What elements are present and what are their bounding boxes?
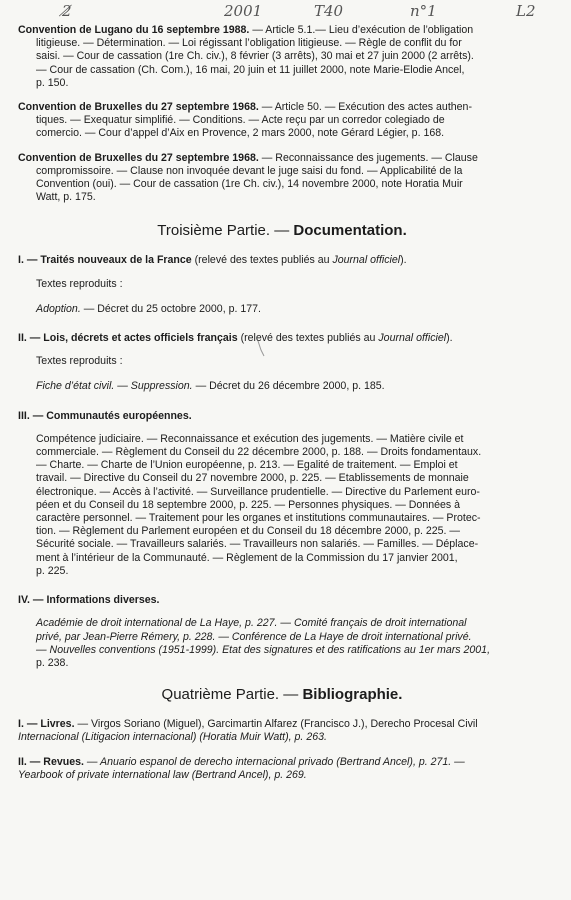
body-line: travail. — Directive du Conseil du 27 novembre 2000, p. 225. — Etablissements de monnaie — [36, 472, 469, 485]
section-note: (relevé des textes publiés au — [237, 332, 379, 345]
entry-title: Convention de Bruxelles du 27 septembre 1968. — [18, 151, 259, 164]
entry-text: — Cour de cassation (Ch. Com.), 16 mai, 20 juin et 11 juillet 2000, note Marie-Elodie Ancel, — [36, 63, 465, 76]
section-heading — [18, 332, 546, 345]
pencil-mark-icon — [256, 340, 266, 358]
part-prefix: Quatrième Partie. — — [161, 686, 303, 704]
body-line: — Nouvelles conventions (1951-1999). Etat des signatures et des ratifications au 1er mars 2001, — [36, 643, 491, 656]
bibliography-entry — [18, 756, 546, 782]
subheading: Textes reproduits : — [36, 355, 123, 368]
part-heading — [18, 686, 546, 704]
body-line: tion. — Règlement du Parlement européen et du Conseil du 18 décembre 2000, p. 225. — — [36, 525, 461, 538]
body-line: Sécurité sociale. — Travailleurs salariés. — Travailleurs non salariés. — Familles. — Déplace- — [36, 538, 479, 551]
handwritten-note: n°1 — [410, 2, 437, 20]
section-heading — [18, 594, 546, 607]
section-note-italic: Journal officiel — [378, 332, 447, 345]
item-title: Fiche d’état civil. — Suppression. — [36, 380, 193, 393]
case-entry — [18, 24, 546, 90]
body-line: électronique. — Accès à l’activité. — Surveillance prudentielle. — Directive du Parlement euro- — [36, 485, 480, 498]
section-title: I. — Traités nouveaux de la France — [18, 254, 192, 267]
entry-text: Watt, p. 175. — [36, 191, 96, 204]
case-entry — [18, 101, 546, 141]
section-title: IV. — Informations diverses. — [18, 594, 160, 607]
section-body — [36, 617, 546, 670]
handwritten-note: 2̸ — [62, 2, 72, 20]
document-page — [18, 24, 546, 793]
section-heading — [18, 410, 546, 423]
entry-text: litigieuse. — Détermination. — Loi régissant l’obligation litigieuse. — Règle de conflit du for — [36, 37, 462, 50]
body-line: caractère personnel. — Traitement pour les organes et institutions communautaires. — Protec- — [36, 512, 481, 525]
handwritten-note: L2 — [516, 2, 536, 20]
section-note: (relevé des textes publiés au — [191, 254, 333, 267]
bibliography-text: — Anuario espanol de derecho internacional privado (Bertrand Ancel), p. 271. — — [83, 755, 465, 768]
body-line: péen et du Conseil du 18 septembre 2000, p. 225. — Personnes physiques. — Données à — [36, 498, 461, 511]
body-line: p. 238. — [36, 656, 69, 669]
section-title: III. — Communautés européennes. — [18, 409, 192, 422]
handwritten-note: T40 — [314, 2, 344, 20]
body-line: p. 225. — [36, 564, 69, 577]
section-body — [36, 433, 546, 578]
section-note: ). — [400, 254, 407, 267]
bibliography-entry — [18, 718, 546, 744]
body-line: ment à l’intérieur de la Communauté. — Règlement de la Commission du 17 janvier 2001, — [36, 551, 458, 564]
body-line: — Charte. — Charte de l’Union européenne, p. 213. — Egalité de traitement. — Emploi et — [36, 459, 458, 472]
section-heading — [18, 254, 546, 267]
body-line: commerciale. — Règlement du Conseil du 22 décembre 2000, p. 188. — Droits fondamentaux. — [36, 446, 482, 459]
entry-text: — Article 50. — Exécution des actes authen- — [261, 101, 472, 114]
case-entry — [18, 152, 546, 205]
bibliography-head: II. — Revues. — [18, 755, 84, 768]
section-title: II. — Lois, décrets et actes officiels français — [18, 332, 238, 345]
entry-text: — Reconnaissance des jugements. — Clause — [261, 151, 478, 164]
section-note: ). — [446, 332, 453, 345]
document-item — [36, 380, 546, 393]
handwritten-note: 2001 — [224, 2, 263, 20]
body-line: Compétence judiciaire. — Reconnaissance et exécution des jugements. — Matière civile et — [36, 432, 464, 445]
section-note-italic: Journal officiel — [332, 254, 401, 267]
entry-text: Convention (oui). — Cour de cassation (1re Ch. civ.), 14 novembre 2000, note Horatia Muir — [36, 178, 463, 191]
body-line: Académie de droit international de La Haye, p. 227. — Comité français de droit international — [36, 617, 467, 630]
entry-text: saisi. — Cour de cassation (1re Ch. civ.), 8 février (3 arrêts), 30 mai et 27 juin 2000 (2 arrêts). — [36, 50, 474, 63]
entry-text: tiques. — Exequatur simplifié. — Conditions. — Acte reçu par un corredor colegiado de — [36, 114, 445, 127]
item-text: — Décret du 25 octobre 2000, p. 177. — [80, 302, 261, 315]
subheading: Textes reproduits : — [36, 277, 123, 290]
document-item — [36, 303, 546, 316]
bibliography-text: Internacional (Litigacion internacional) (Horatia Muir Watt), p. 263. — [18, 731, 327, 744]
handwritten-annotations — [0, 2, 571, 24]
part-heading — [18, 222, 546, 240]
part-title: Documentation. — [293, 222, 407, 240]
entry-title: Convention de Lugano du 16 septembre 1988. — [18, 24, 250, 36]
entry-text: — Article 5.1.— Lieu d’exécution de l’obligation — [252, 24, 474, 36]
part-prefix: Troisième Partie. — — [157, 222, 294, 240]
bibliography-text: Yearbook of private international law (Bertrand Ancel), p. 269. — [18, 768, 307, 781]
entry-title: Convention de Bruxelles du 27 septembre 1968. — [18, 101, 259, 114]
entry-text: p. 150. — [36, 76, 69, 89]
part-title: Bibliographie. — [302, 686, 403, 704]
entry-text: comercio. — Cour d’appel d’Aix en Provence, 2 mars 2000, note Gérard Légier, p. 168. — [36, 127, 445, 140]
bibliography-head: I. — Livres. — [18, 718, 75, 731]
bibliography-text: — Virgos Soriano (Miguel), Garcimartin Alfarez (Francisco J.), Derecho Procesal Civil — [74, 718, 478, 731]
body-line: privé, par Jean-Pierre Rémery, p. 228. — Conférence de La Haye de droit international privé. — [36, 630, 472, 643]
item-text: — Décret du 26 décembre 2000, p. 185. — [192, 380, 385, 393]
item-title: Adoption. — [36, 302, 81, 315]
entry-text: compromissoire. — Clause non invoquée devant le juge saisi du fond. — Applicabilité de la — [36, 164, 463, 177]
